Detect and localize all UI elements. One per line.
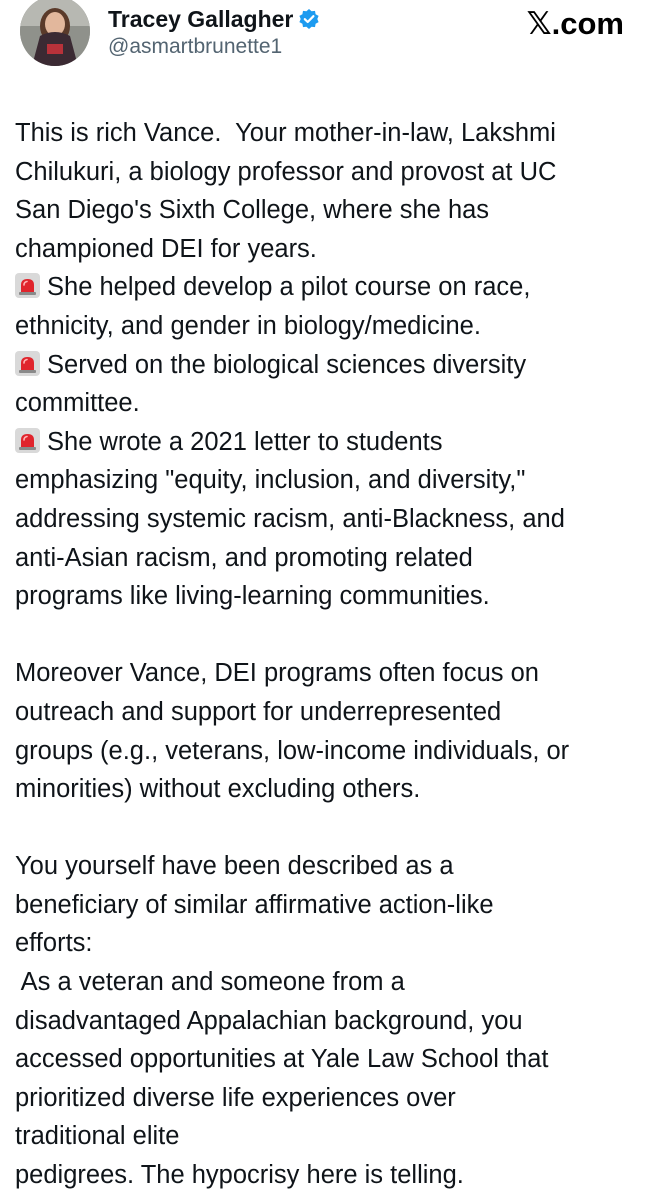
bullet-line [15,423,645,462]
verified-badge-icon [298,8,320,30]
post-line: emphasizing "equity, inclusion, and diversity," [15,466,526,495]
post-line: Chilukuri, a biology professor and provost at UC [15,157,557,186]
post-line: pedigrees. The hypocrisy here is telling. [15,1161,464,1190]
bullet-text: She wrote a 2021 letter to students [47,427,443,456]
display-name-text: Tracey Gallagher [108,6,294,32]
post-line: ethnicity, and gender in biology/medicine. [15,311,481,340]
post-header [0,0,652,80]
post-line: As a veteran and someone from a [15,968,405,997]
post-line: efforts: [15,929,93,958]
post-line: addressing systemic racism, anti-Blackness, and [15,504,565,533]
post-line: traditional elite [15,1122,180,1151]
bullet-text: Served on the biological sciences diversity [47,350,527,379]
post-line: disadvantaged Appalachian background, you [15,1006,523,1035]
post-line: committee. [15,389,140,418]
post-line: This is rich Vance. Your mother-in-law, Lakshmi [15,119,556,147]
post-line: You yourself have been described as a [15,852,454,881]
paragraph-spacer [15,616,645,655]
siren-icon [15,428,40,453]
post-line: anti-Asian racism, and promoting related [15,543,473,572]
post-line: beneficiary of similar affirmative action-like [15,890,494,919]
bullet-line [15,268,645,307]
site-label: 𝕏.com [526,6,624,41]
post-line: minorities) without excluding others. [15,775,421,804]
post-line: programs like living-learning communities. [15,582,490,611]
post-line: championed DEI for years. [15,234,317,263]
post-line: Moreover Vance, DEI programs often focus on [15,659,539,688]
post-line: outreach and support for underrepresented [15,697,502,726]
user-handle[interactable]: @asmartbrunette1 [108,35,283,58]
display-name[interactable] [108,5,320,33]
bullet-text: She helped develop a pilot course on race, [47,273,531,302]
post-line: groups (e.g., veterans, low-income individuals, or [15,736,570,765]
paragraph-spacer [15,809,645,848]
avatar[interactable] [20,0,90,66]
post-line: accessed opportunities at Yale Law School that [15,1045,549,1074]
siren-icon [15,351,40,376]
post-line: prioritized diverse life experiences over [15,1083,456,1112]
post-body [15,114,645,1195]
post-line: San Diego's Sixth College, where she has [15,196,490,225]
bullet-line [15,346,645,385]
avatar-photo-icon [20,0,90,66]
siren-icon [15,273,40,298]
